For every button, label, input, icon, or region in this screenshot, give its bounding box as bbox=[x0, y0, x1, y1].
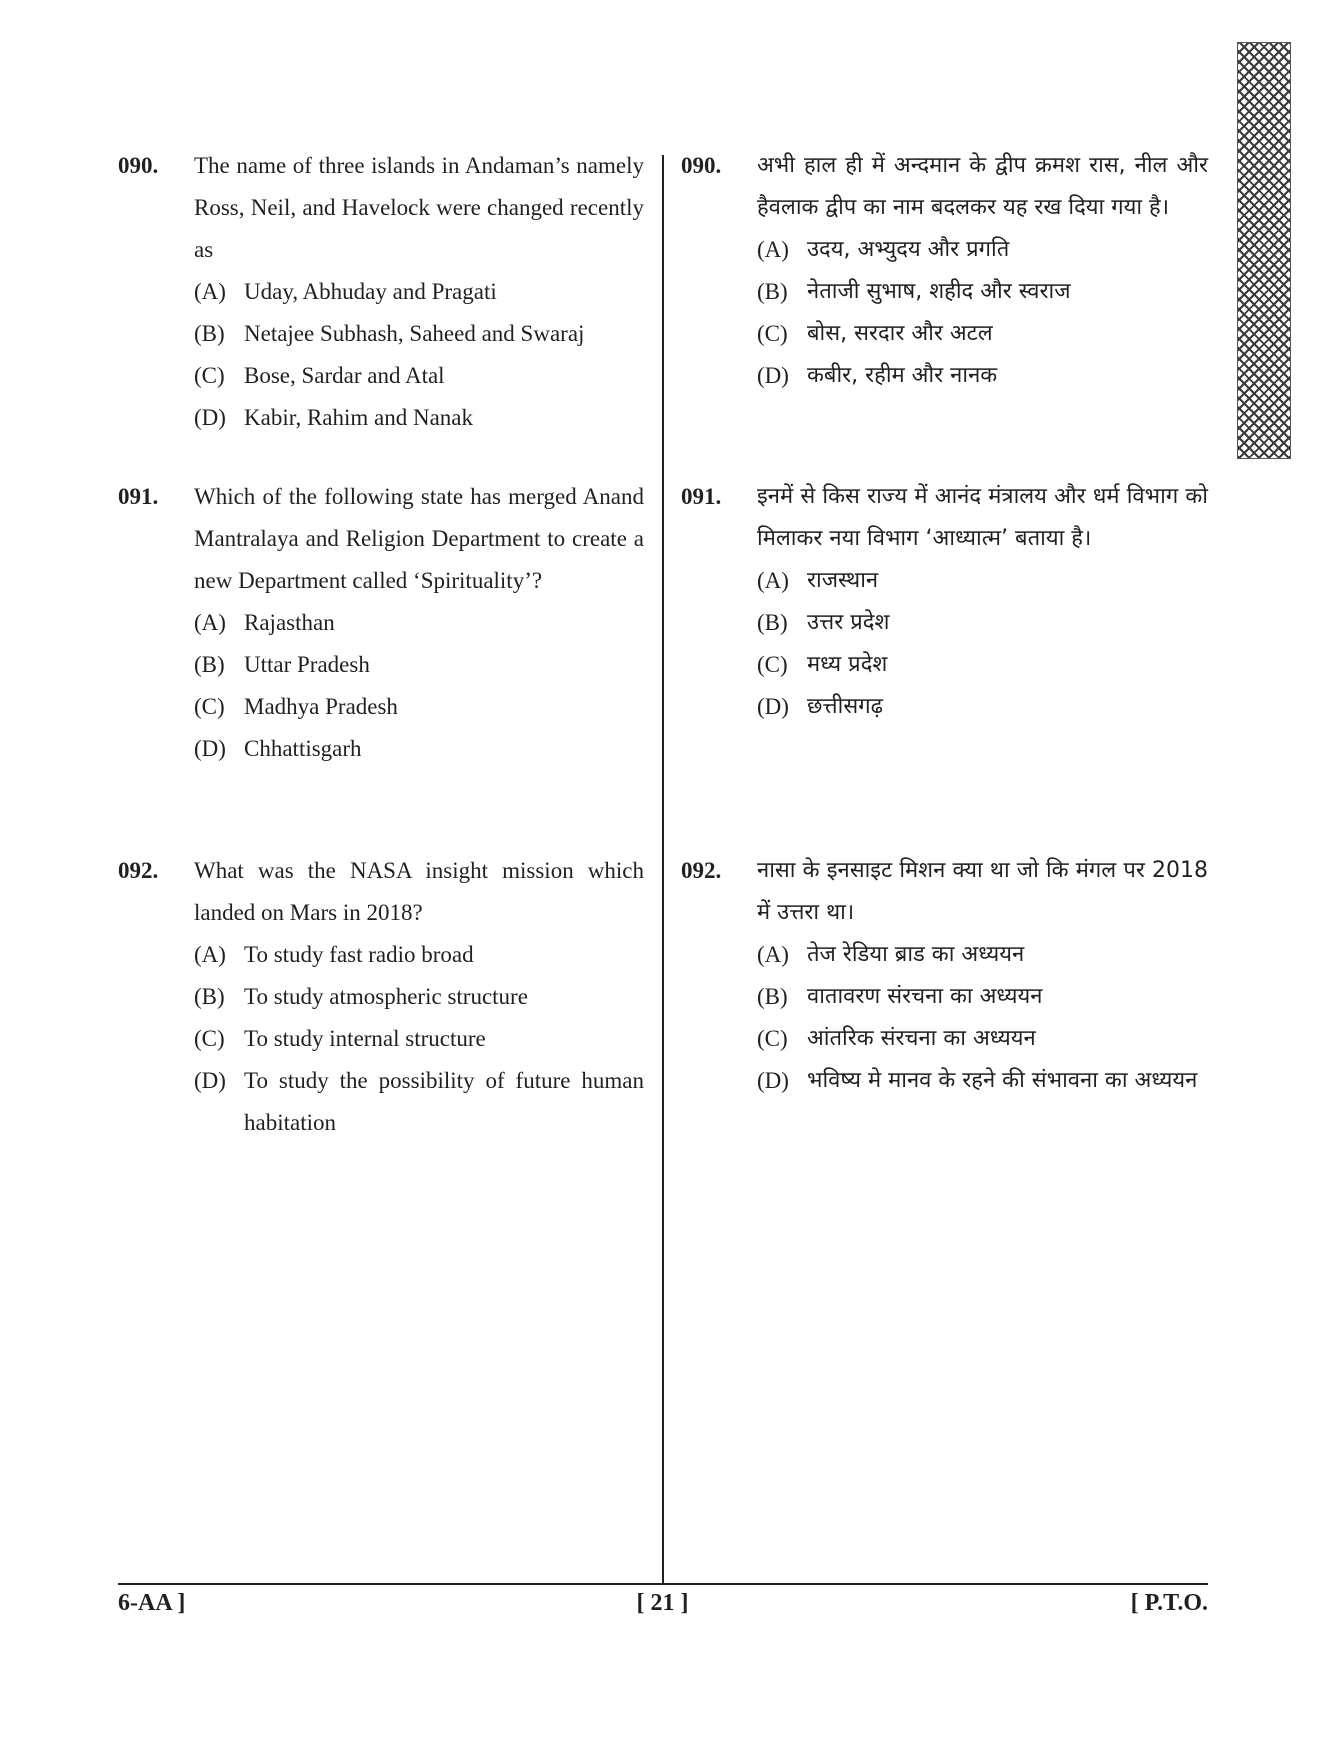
question-number: 092. bbox=[118, 858, 159, 883]
option-text: To study internal structure bbox=[244, 1026, 486, 1051]
option-label: (A) bbox=[194, 610, 226, 635]
question-number: 090. bbox=[681, 153, 722, 178]
option-d bbox=[757, 355, 1208, 397]
option-text: Chhattisgarh bbox=[244, 736, 362, 761]
option-a bbox=[194, 602, 644, 644]
option-label: (A) bbox=[757, 942, 789, 967]
option-text: उदय, अभ्युदय और प्रगति bbox=[807, 237, 1010, 262]
decorative-pattern-strip bbox=[1237, 42, 1291, 459]
option-label: (D) bbox=[757, 1068, 789, 1093]
option-text: कबीर, रहीम और नानक bbox=[807, 363, 998, 388]
option-text: तेज रेडिया ब्राड का अध्ययन bbox=[807, 942, 1025, 967]
option-label: (D) bbox=[194, 736, 226, 761]
option-text: Uday, Abhuday and Pragati bbox=[244, 279, 497, 304]
option-text: राजस्थान bbox=[807, 568, 879, 593]
question-090-hi bbox=[681, 145, 1208, 397]
pto-label: [ P.T.O. bbox=[1130, 1590, 1208, 1616]
option-label: (C) bbox=[194, 1026, 225, 1051]
question-091-hi bbox=[681, 476, 1208, 728]
question-092-en bbox=[118, 850, 644, 1144]
option-c bbox=[757, 1018, 1208, 1060]
question-091-en bbox=[118, 476, 644, 770]
footer-rule bbox=[118, 1583, 1208, 1585]
option-text: आंतरिक संरचना का अध्ययन bbox=[807, 1026, 1036, 1051]
booklet-code: 6-AA ] bbox=[118, 1590, 186, 1616]
option-text: To study the possibility of future human habitation bbox=[244, 1068, 644, 1135]
question-text: अभी हाल ही में अन्दमान के द्वीप क्रमश रास, नील और हैवलाक द्वीप का नाम बदलकर यह रख दिया गया है। bbox=[757, 153, 1208, 220]
question-text: What was the NASA insight mission which landed on Mars in 2018? bbox=[194, 858, 644, 925]
question-number: 092. bbox=[681, 858, 722, 883]
option-label: (C) bbox=[757, 1026, 788, 1051]
option-text: To study fast radio broad bbox=[244, 942, 474, 967]
option-c bbox=[757, 644, 1208, 686]
column-divider bbox=[662, 155, 664, 1585]
option-label: (A) bbox=[194, 942, 226, 967]
option-label: (C) bbox=[757, 321, 788, 346]
option-text: Madhya Pradesh bbox=[244, 694, 398, 719]
option-text: उत्तर प्रदेश bbox=[807, 610, 890, 635]
option-a bbox=[757, 560, 1208, 602]
option-b bbox=[194, 644, 644, 686]
option-b bbox=[194, 313, 644, 355]
option-label: (D) bbox=[757, 694, 789, 719]
option-b bbox=[757, 271, 1208, 313]
option-label: (A) bbox=[757, 568, 789, 593]
option-text: Uttar Pradesh bbox=[244, 652, 370, 677]
option-c bbox=[194, 686, 644, 728]
option-d bbox=[194, 728, 644, 770]
option-d bbox=[194, 1060, 644, 1144]
option-label: (C) bbox=[194, 363, 225, 388]
option-text: वातावरण संरचना का अध्ययन bbox=[807, 984, 1043, 1009]
option-d bbox=[757, 686, 1208, 728]
question-number: 091. bbox=[118, 484, 159, 509]
option-b bbox=[757, 976, 1208, 1018]
page-number: [ 21 ] bbox=[636, 1590, 689, 1616]
option-a bbox=[194, 934, 644, 976]
option-text: Bose, Sardar and Atal bbox=[244, 363, 445, 388]
option-text: मध्य प्रदेश bbox=[807, 652, 888, 677]
question-number: 090. bbox=[118, 153, 159, 178]
option-b bbox=[194, 976, 644, 1018]
option-label: (C) bbox=[194, 694, 225, 719]
option-text: नेताजी सुभाष, शहीद और स्वराज bbox=[807, 279, 1071, 304]
option-c bbox=[194, 355, 644, 397]
question-092-hi bbox=[681, 850, 1208, 1102]
option-c bbox=[757, 313, 1208, 355]
question-090-en bbox=[118, 145, 644, 439]
option-label: (B) bbox=[757, 279, 788, 304]
option-c bbox=[194, 1018, 644, 1060]
option-b bbox=[757, 602, 1208, 644]
option-text: Kabir, Rahim and Nanak bbox=[244, 405, 474, 430]
option-label: (D) bbox=[194, 1068, 226, 1093]
option-text: Netajee Subhash, Saheed and Swaraj bbox=[244, 321, 585, 346]
option-label: (D) bbox=[757, 363, 789, 388]
option-label: (B) bbox=[194, 984, 225, 1009]
option-label: (B) bbox=[757, 984, 788, 1009]
option-label: (A) bbox=[194, 279, 226, 304]
option-a bbox=[757, 934, 1208, 976]
option-text: छत्तीसगढ़ bbox=[807, 694, 883, 719]
option-text: To study atmospheric structure bbox=[244, 984, 528, 1009]
question-text: Which of the following state has merged Anand Mantralaya and Religion Department to create a new Department called ‘Spirituality’? bbox=[194, 484, 644, 593]
option-label: (B) bbox=[194, 321, 225, 346]
question-number: 091. bbox=[681, 484, 722, 509]
option-text: Rajasthan bbox=[244, 610, 335, 635]
option-a bbox=[194, 271, 644, 313]
question-text: नासा के इनसाइट मिशन क्या था जो कि मंगल पर 2018 में उत्तरा था। bbox=[757, 858, 1208, 925]
option-label: (A) bbox=[757, 237, 789, 262]
option-a bbox=[757, 229, 1208, 271]
option-text: भविष्य मे मानव के रहने की संभावना का अध्ययन bbox=[807, 1068, 1198, 1093]
option-d bbox=[194, 397, 644, 439]
option-label: (C) bbox=[757, 652, 788, 677]
option-label: (B) bbox=[757, 610, 788, 635]
option-text: बोस, सरदार और अटल bbox=[807, 321, 993, 346]
option-label: (B) bbox=[194, 652, 225, 677]
option-d bbox=[757, 1060, 1208, 1102]
option-label: (D) bbox=[194, 405, 226, 430]
question-text: इनमें से किस राज्य में आनंद मंत्रालय और धर्म विभाग को मिलाकर नया विभाग ‘आध्यात्म’ बताया है। bbox=[757, 484, 1208, 551]
question-text: The name of three islands in Andaman’s namely Ross, Neil, and Havelock were changed recently as bbox=[194, 153, 644, 262]
